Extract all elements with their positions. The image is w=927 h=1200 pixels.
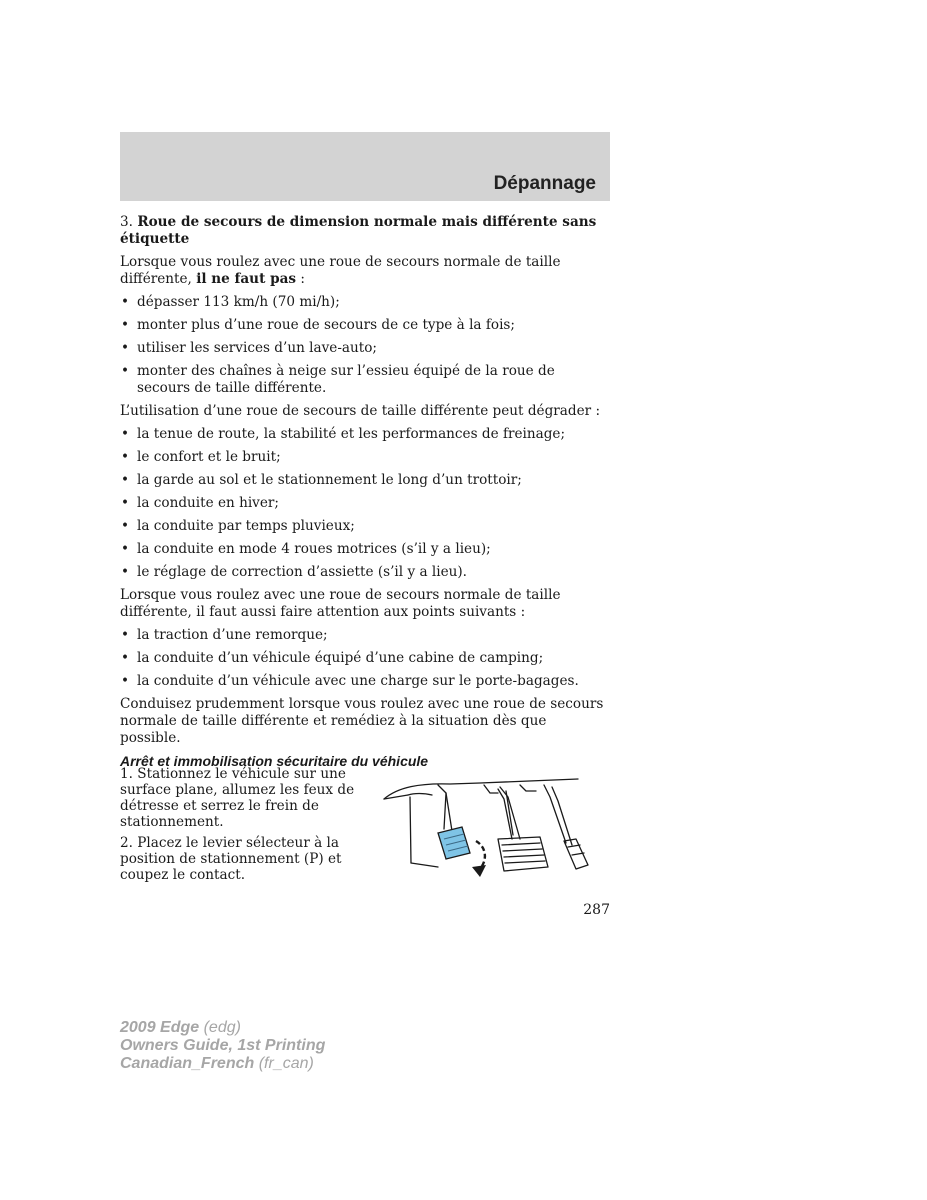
footer-model: 2009 Edge: [120, 1019, 200, 1036]
list-item: • la conduite en mode 4 roues motrices (s’il y a lieu);: [120, 541, 605, 558]
step-2: 2. Placez le levier sélecteur à la position de stationnement (P) et coupez le contact.: [120, 835, 342, 883]
footer-line-1: [120, 1019, 325, 1037]
section-3-heading: Roue de secours de dimension normale mais différente sans étiquette: [120, 214, 597, 247]
degrade-intro: L’utilisation d’une roue de secours de taille différente peut dégrader :: [120, 403, 601, 419]
stop-steps: [120, 766, 360, 888]
list-item: • monter plus d’une roue de secours de ce type à la fois;: [120, 317, 605, 334]
footer-line-2: Owners Guide, 1st Printing: [120, 1037, 326, 1054]
list-item: • utiliser les services d’un lave-auto;: [120, 340, 605, 357]
parking-brake-pedal: [438, 827, 470, 859]
list-item: • la tenue de route, la stabilité et les performances de freinage;: [120, 426, 605, 443]
closing-paragraph: Conduisez prudemment lorsque vous roulez avec une roue de secours normale de taille différente et remédiez à la situation dès que possible.: [120, 696, 604, 746]
donts-intro-bold: il ne faut pas: [196, 271, 297, 287]
section-header-band: [120, 132, 610, 201]
list-item: • la conduite d’un véhicule avec une charge sur le porte-bagages.: [120, 673, 605, 690]
section-3-title: [120, 214, 605, 248]
list-item: • le réglage de correction d’assiette (s’il y a lieu).: [120, 564, 605, 581]
footer-language-code: (fr_can): [254, 1055, 314, 1072]
stop-section-heading: Arrêt et immobilisation sécuritaire du véhicule: [120, 753, 429, 769]
step-1: 1. Stationnez le véhicule sur une surface plane, allumez les feux de détresse et serrez le frein de stationnement.: [120, 766, 355, 830]
main-content: [120, 214, 605, 776]
page-number: 287: [583, 902, 610, 918]
donts-intro: [120, 254, 605, 288]
list-item: • la traction d’une remorque;: [120, 627, 605, 644]
footer-print-info: [120, 1019, 325, 1073]
list-item: • monter des chaînes à neige sur l’essieu équipé de la roue de secours de taille différente.: [120, 363, 605, 397]
footer-language: Canadian_French: [120, 1055, 255, 1072]
attention-intro: Lorsque vous roulez avec une roue de secours normale de taille différente, il faut aussi faire attention aux points suivants :: [120, 587, 561, 620]
section-title: Dépannage: [493, 173, 596, 194]
list-item: • la conduite d’un véhicule équipé d’une cabine de camping;: [120, 650, 605, 667]
footer-line-3: [120, 1055, 325, 1073]
list-item: • le confort et le bruit;: [120, 449, 605, 466]
press-direction-arrow-icon: [472, 841, 486, 877]
section-3-number: 3.: [120, 214, 133, 230]
list-item: • dépasser 113 km/h (70 mi/h);: [120, 294, 605, 311]
list-item: • la garde au sol et le stationnement le long d’un trottoir;: [120, 472, 605, 489]
pedals-illustration: [380, 757, 608, 879]
donts-intro-text: Lorsque vous roulez avec une roue de secours normale de taille différente,: [120, 254, 561, 287]
list-item: • la conduite en hiver;: [120, 495, 605, 512]
donts-list: [120, 294, 605, 397]
attention-list: [120, 627, 605, 690]
list-item: • la conduite par temps pluvieux;: [120, 518, 605, 535]
degrade-list: [120, 426, 605, 581]
pedals-parking-brake-icon: [380, 757, 608, 879]
donts-intro-colon: :: [296, 271, 305, 287]
footer-model-code: (edg): [199, 1019, 241, 1036]
